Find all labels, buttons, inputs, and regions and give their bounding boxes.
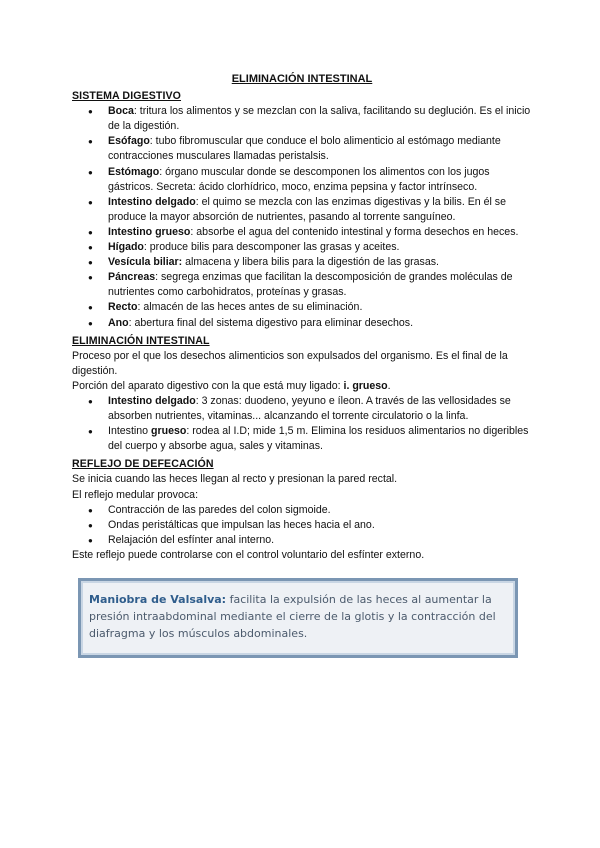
- paragraph: Se inicia cuando las heces llegan al recto y presionan la pared rectal.: [72, 473, 398, 486]
- section-heading-sistema-digestivo: SISTEMA DIGESTIVO: [72, 90, 182, 103]
- reflex-list: [72, 503, 532, 548]
- list-item: ● Hígado: produce bilis para descomponer las grasas y aceites.: [108, 240, 532, 255]
- list-item: ● Intestino grueso: rodea al I.D; mide 1,5 m. Elimina los residuos alimentarios no digeribles del cuerpo y absorbe agua, sales y vitaminas.: [108, 424, 532, 454]
- list-item: ● Boca: tritura los alimentos y se mezclan con la saliva, facilitando su deglución. Es el inicio de la digestión.: [108, 104, 532, 134]
- callout-text: facilita la expulsión de las heces al aumentar la presión intraabdominal mediante el cierre de la glotis y la contracción del diafragma y los músculos abdominales.: [89, 593, 496, 640]
- section-heading-eliminacion: ELIMINACIÓN INTESTINAL: [72, 334, 210, 347]
- list-item: ● Páncreas: segrega enzimas que facilitan la descomposición de grandes moléculas de nutrientes como carbohidratos, proteínas y grasas.: [108, 270, 532, 300]
- organ-list: [72, 104, 532, 330]
- list-item: ● Recto: almacén de las heces antes de su eliminación.: [108, 300, 532, 315]
- list-item: ● Intestino grueso: absorbe el agua del contenido intestinal y forma desechos en heces.: [108, 225, 532, 240]
- paragraph: Porción del aparato digestivo con la que está muy ligado: i. grueso.: [72, 379, 391, 392]
- paragraph: Este reflejo puede controlarse con el control voluntario del esfínter externo.: [72, 548, 425, 561]
- list-item: ● Contracción de las paredes del colon sigmoide.: [108, 503, 532, 518]
- list-item: ● Relajación del esfínter anal interno.: [108, 533, 532, 548]
- list-item: ● Estómago: órgano muscular donde se descomponen los alimentos con los jugos gástricos. Secreta: ácido clorhídrico, moco, enzima pepsina y factor intrínseco.: [108, 165, 532, 195]
- paragraph: El reflejo medular provoca:: [72, 488, 199, 501]
- list-item: ● Intestino delgado: el quimo se mezcla con las enzimas digestivas y la bilis. En él se produce la mayor absorción de nutrientes, pasando al torrente sanguíneo.: [108, 195, 532, 225]
- valsalva-callout: [78, 578, 518, 658]
- document-page: [72, 72, 532, 563]
- callout-lead: Maniobra de Valsalva:: [89, 593, 227, 606]
- intestine-list: [72, 394, 532, 454]
- page-title: ELIMINACIÓN INTESTINAL: [231, 73, 373, 85]
- list-item: ● Ondas peristálticas que impulsan las heces hacia el ano.: [108, 518, 532, 533]
- list-item: ● Intestino delgado: 3 zonas: duodeno, yeyuno e íleon. A través de las vellosidades se absorben nutrientes, vitaminas... alcanzando el torrente circulatorio o la linfa.: [108, 394, 532, 424]
- list-item: ● Vesícula biliar: almacena y libera bilis para la digestión de las grasas.: [108, 255, 532, 270]
- paragraph: Proceso por el que los desechos alimenticios son expulsados del organismo. Es el final de la digestión.: [72, 349, 508, 377]
- list-item: ● Esófago: tubo fibromuscular que conduce el bolo alimenticio al estómago mediante contracciones musculares llamadas peristalsis.: [108, 134, 532, 164]
- section-heading-reflejo: REFLEJO DE DEFECACIÓN: [72, 458, 214, 471]
- list-item: ● Ano: abertura final del sistema digestivo para eliminar desechos.: [108, 316, 532, 331]
